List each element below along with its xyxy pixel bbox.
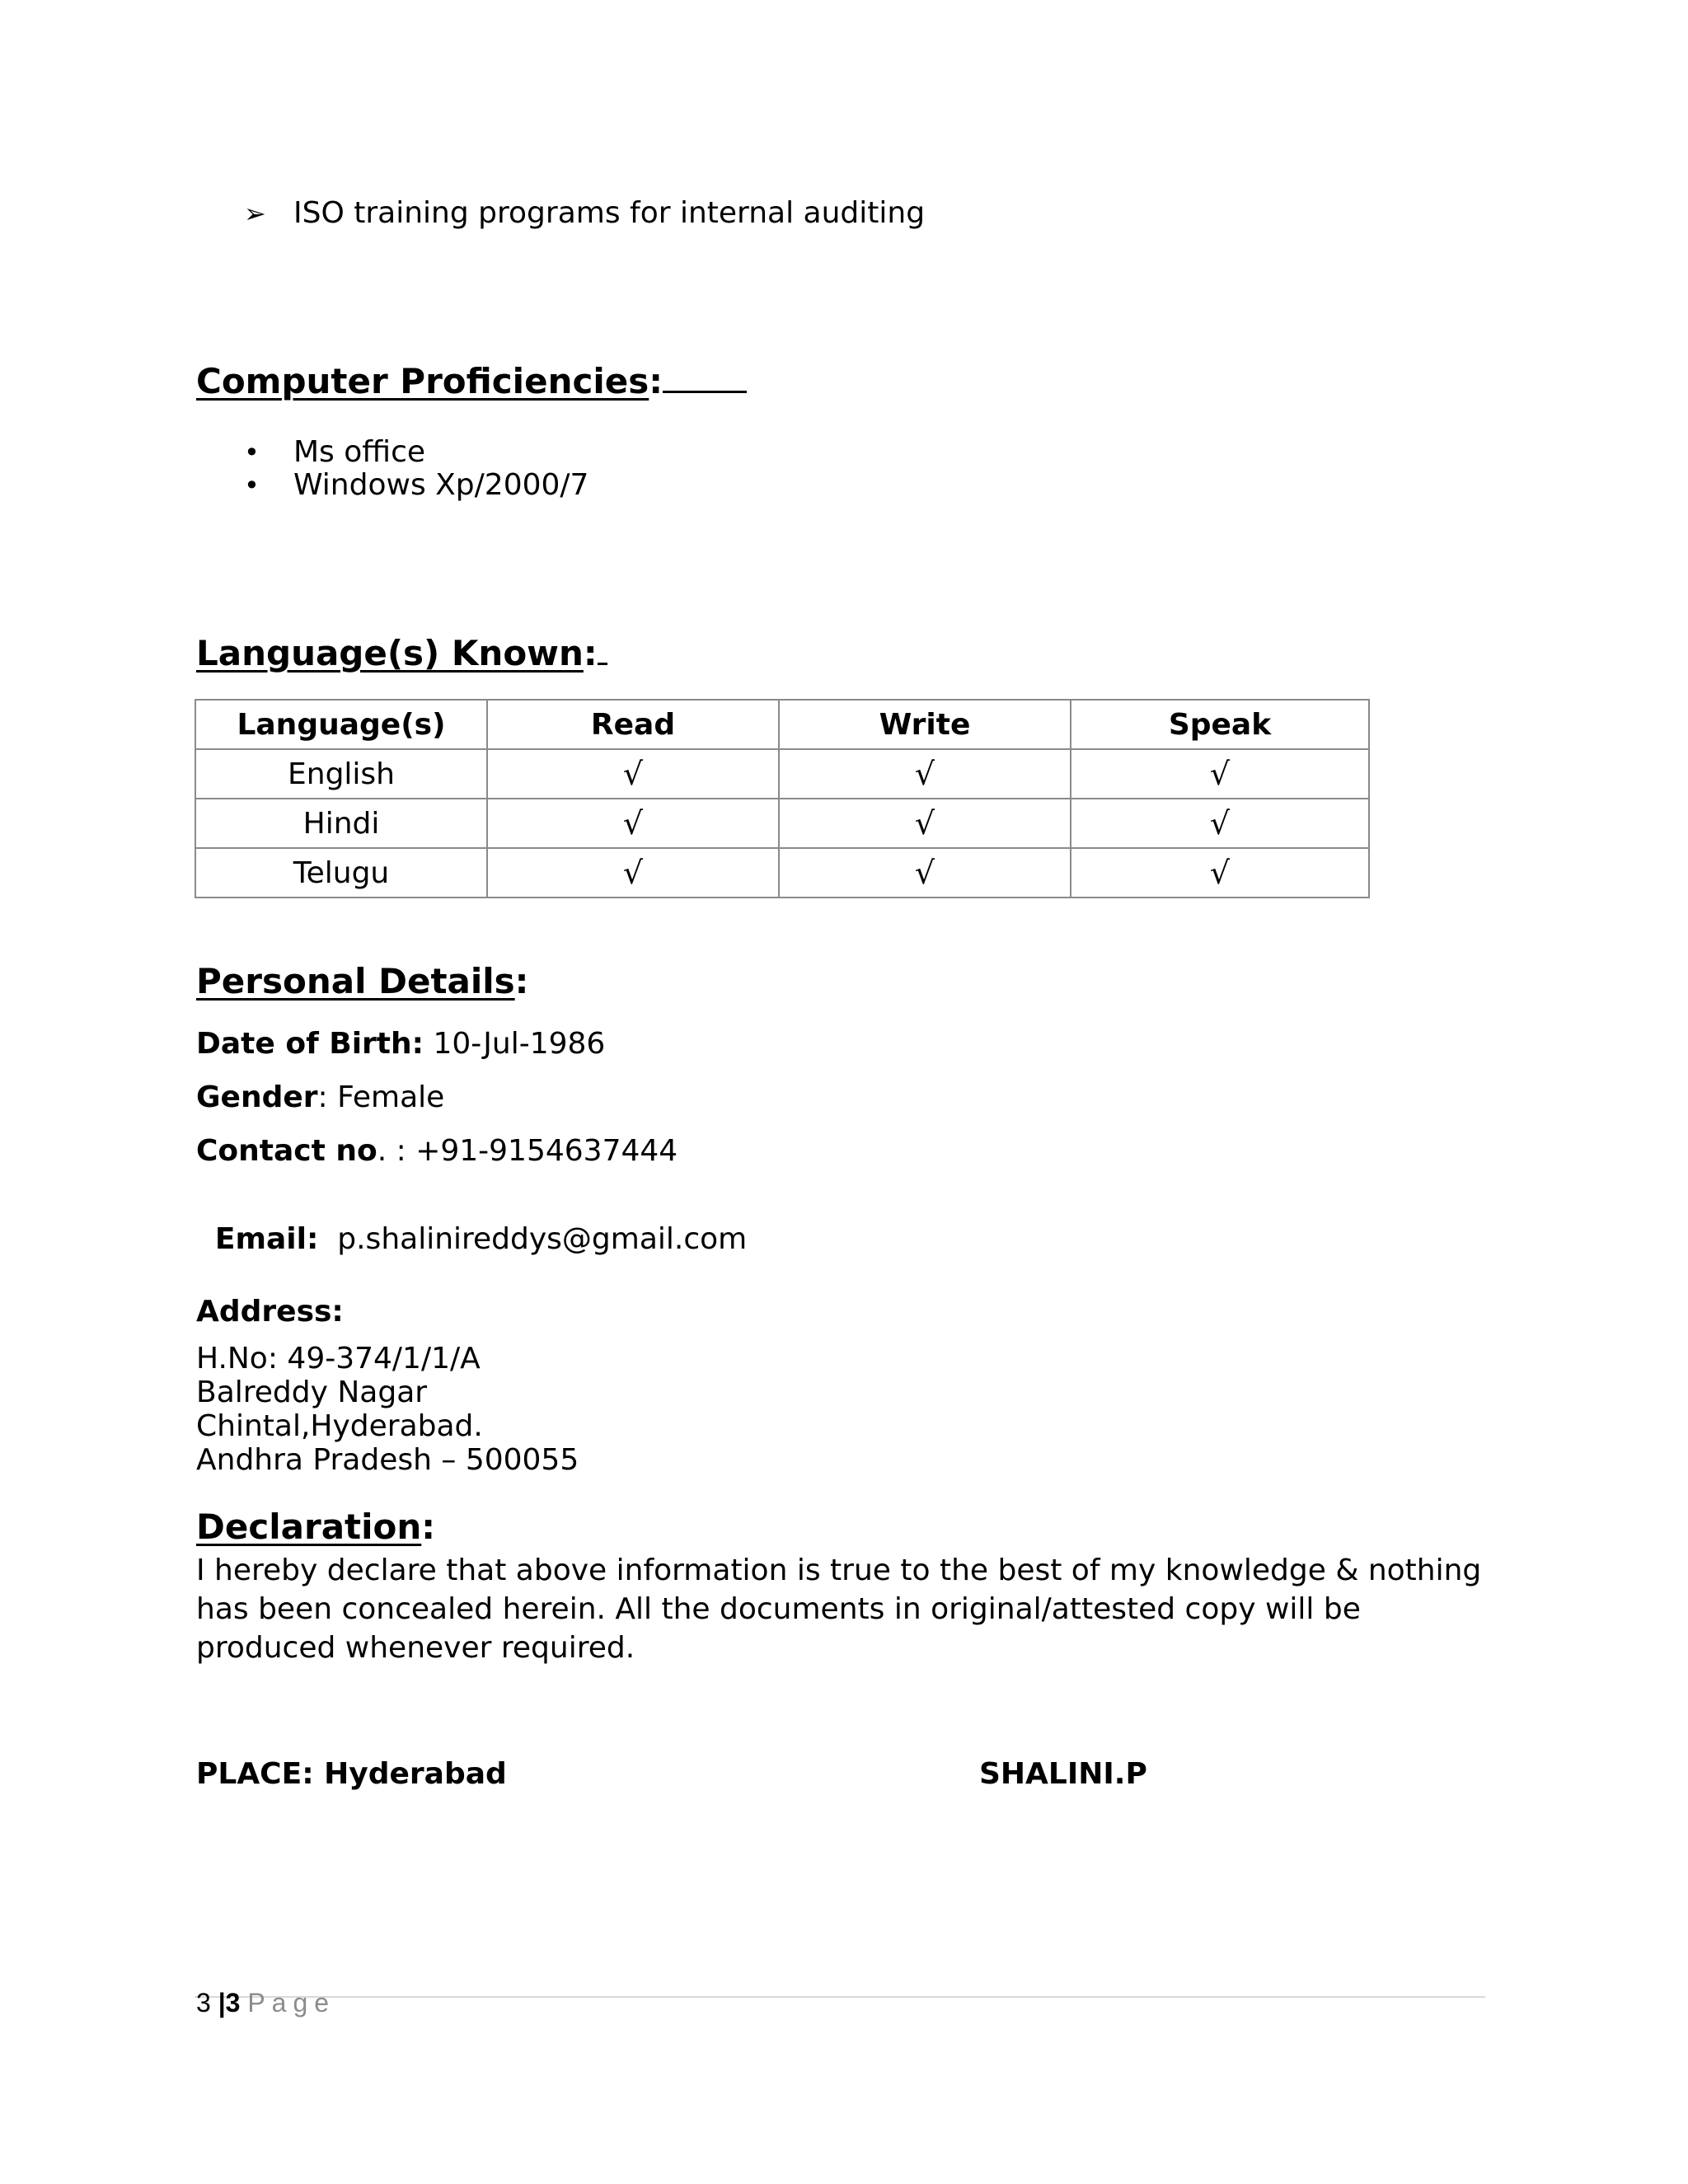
address-line: Balreddy Nagar	[196, 1376, 428, 1409]
computer-proficiencies-heading	[196, 361, 747, 402]
personal-details-title: Personal Details	[196, 961, 515, 1001]
table-row	[195, 799, 1369, 848]
language-cell: Telugu	[195, 848, 487, 898]
heading-colon: :	[514, 961, 529, 1001]
language-cell: Hindi	[195, 799, 487, 848]
check-icon: √	[1071, 848, 1369, 898]
dob-value: 10-Jul-1986	[424, 1027, 606, 1061]
dob-line	[196, 1027, 605, 1062]
heading-colon: :	[583, 633, 598, 673]
languages-table	[195, 699, 1370, 898]
footer-separator: |	[218, 1988, 226, 2018]
heading-colon: :	[649, 361, 663, 401]
column-header-write: Write	[779, 700, 1071, 749]
contact-value: . : +91-9154637444	[377, 1134, 678, 1168]
page-total: 3	[225, 1988, 241, 2018]
heading-underline-trail	[598, 662, 607, 665]
column-header-read: Read	[487, 700, 779, 749]
signatory-name: SHALINI.P	[979, 1757, 1147, 1791]
check-icon: √	[487, 749, 779, 799]
skill-item-ms-office: Ms office	[293, 435, 426, 469]
address-line: Chintal,Hyderabad.	[196, 1409, 483, 1443]
declaration-title: Declaration	[196, 1507, 422, 1547]
address-line: Andhra Pradesh – 500055	[196, 1443, 579, 1477]
check-icon: √	[1071, 799, 1369, 848]
gender-value: : Female	[317, 1080, 445, 1114]
check-icon: √	[779, 799, 1071, 848]
languages-heading	[196, 633, 607, 674]
declaration-heading	[196, 1507, 435, 1548]
table-header-row	[195, 700, 1369, 749]
language-cell: English	[195, 749, 487, 799]
table-row	[195, 749, 1369, 799]
email-line	[196, 1188, 747, 1257]
column-header-speak: Speak	[1071, 700, 1369, 749]
gender-label: Gender	[196, 1080, 318, 1114]
email-label: Email:	[214, 1222, 319, 1256]
heading-underline-trail	[663, 390, 747, 393]
arrow-bullet-icon: ➢	[244, 198, 266, 229]
dob-label: Date of Birth:	[196, 1027, 424, 1061]
languages-title: Language(s) Known	[196, 633, 584, 673]
check-icon: √	[779, 749, 1071, 799]
computer-proficiencies-title: Computer Proficiencies	[196, 361, 649, 401]
check-icon: √	[779, 848, 1071, 898]
page-label: Page	[247, 1988, 336, 2018]
declaration-text: I hereby declare that above information is true to the best of my knowledge & nothing has been concealed herein. All the documents in original/attested copy will be produced whenever required.	[196, 1554, 1482, 1665]
contact-line	[196, 1134, 678, 1169]
heading-colon: :	[421, 1507, 436, 1547]
personal-details-heading	[196, 961, 528, 1002]
bullet-icon: •	[244, 470, 260, 501]
iso-training-item: ISO training programs for internal auditing	[293, 196, 926, 230]
email-value: p.shalinireddys@gmail.com	[318, 1222, 748, 1256]
place-label: PLACE: Hyderabad	[196, 1757, 507, 1791]
page-footer	[196, 1986, 335, 2019]
table-row	[195, 848, 1369, 898]
bullet-icon: •	[244, 437, 260, 468]
page-number: 3	[196, 1988, 211, 2018]
contact-label: Contact no	[196, 1134, 377, 1168]
address-line: H.No: 49-374/1/1/A	[196, 1342, 481, 1376]
gender-line	[196, 1080, 444, 1115]
check-icon: √	[1071, 749, 1369, 799]
check-icon: √	[487, 848, 779, 898]
footer-divider	[195, 1996, 1485, 1998]
column-header-language: Language(s)	[195, 700, 487, 749]
check-icon: √	[487, 799, 779, 848]
address-label: Address:	[196, 1295, 344, 1329]
skill-item-windows: Windows Xp/2000/7	[293, 468, 589, 502]
